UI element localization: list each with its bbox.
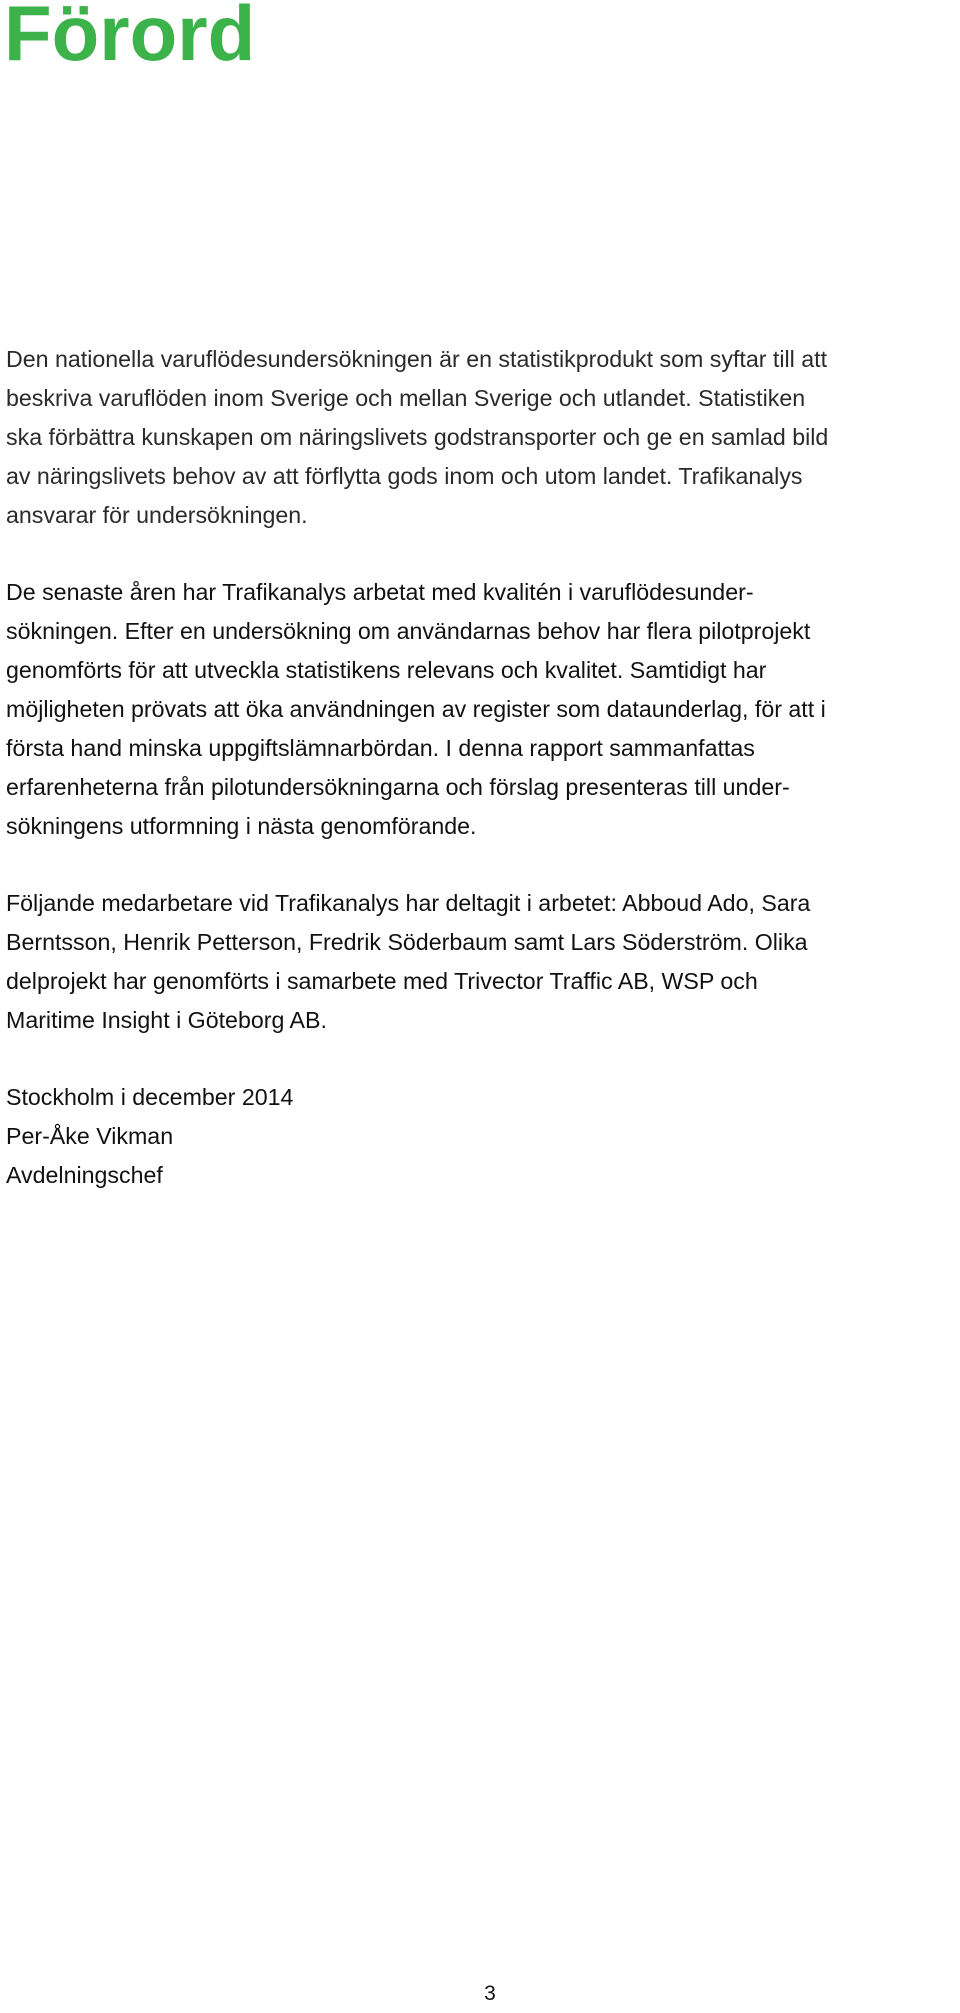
signature-role: Avdelningschef <box>6 1162 163 1188</box>
text-line: Berntsson, Henrik Petterson, Fredrik Söderbaum samt Lars Söderström. Olika <box>6 929 808 955</box>
text-line: sökningens utformning i nästa genomförande. <box>6 813 477 839</box>
signature-block <box>6 1078 956 1195</box>
signature-name: Per-Åke Vikman <box>6 1123 174 1149</box>
paragraph-quality-work <box>6 573 956 846</box>
text-line: Följande medarbetare vid Trafikanalys har deltagit i arbetet: Abboud Ado, Sara <box>6 890 811 916</box>
text-line: Den nationella varuflödesundersökningen är en statistikprodukt som syftar till att <box>6 346 828 372</box>
text-line: ska förbättra kunskapen om näringslivets godstransporter och ge en samlad bild <box>6 424 829 450</box>
paragraph-contributors <box>6 884 956 1040</box>
text-line: sökningen. Efter en undersökning om användarnas behov har flera pilotprojekt <box>6 618 811 644</box>
text-line: Maritime Insight i Göteborg AB. <box>6 1007 327 1033</box>
text-line: ansvarar för undersökningen. <box>6 502 308 528</box>
text-line: delprojekt har genomförts i samarbete med Trivector Traffic AB, WSP och <box>6 968 758 994</box>
text-line: första hand minska uppgiftslämnarbördan. I denna rapport sammanfattas <box>6 735 755 761</box>
text-line: av näringslivets behov av att förflytta gods inom och utom landet. Trafikanalys <box>6 463 803 489</box>
text-line: erfarenheterna från pilotundersökningarna och förslag presenteras till under- <box>6 774 790 800</box>
text-line: genomförts för att utveckla statistikens relevans och kvalitet. Samtidigt har <box>6 657 767 683</box>
signature-place-date: Stockholm i december 2014 <box>6 1084 294 1110</box>
page-number: 3 <box>484 1982 496 2005</box>
paragraph-intro <box>6 340 956 535</box>
text-line: beskriva varuflöden inom Sverige och mellan Sverige och utlandet. Statistiken <box>6 385 806 411</box>
text-line: De senaste åren har Trafikanalys arbetat med kvalitén i varuflödesunder- <box>6 579 754 605</box>
text-line: möjligheten prövats att öka användningen av register som dataunderlag, för att i <box>6 696 826 722</box>
page-title: Förord <box>4 0 256 77</box>
body-text <box>6 340 956 1195</box>
